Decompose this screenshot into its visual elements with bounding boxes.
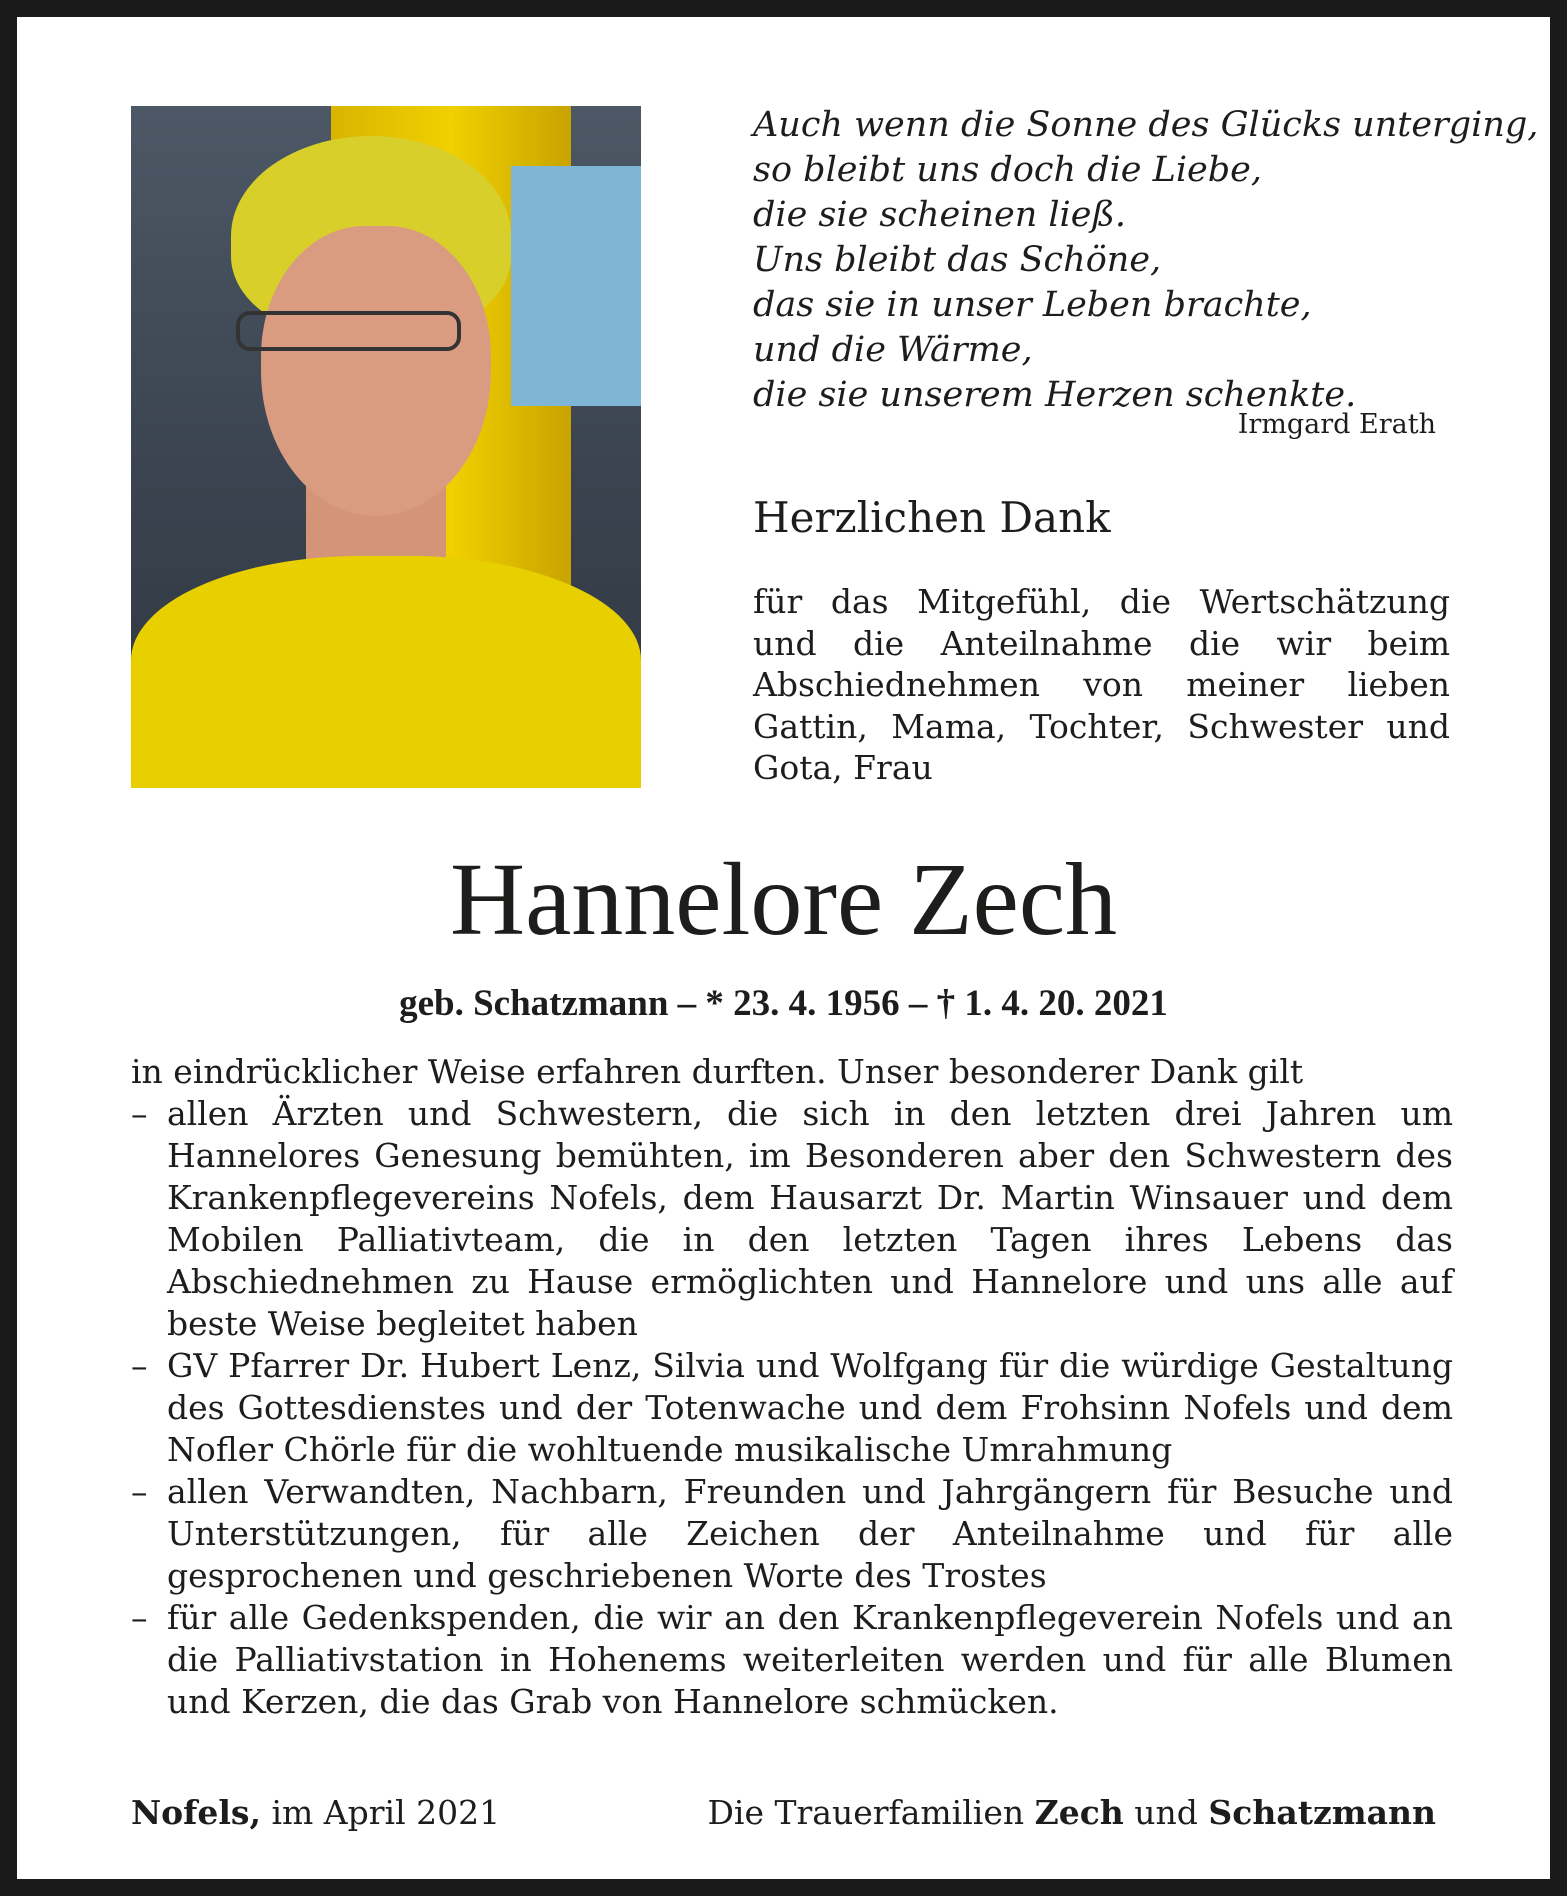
poem-author: Irmgard Erath: [1237, 409, 1436, 440]
poem: Auch wenn die Sonne des Glücks unterging, so bleibt uns doch die Liebe, die sie scheinen ließ. Uns bleibt das Schöne, das sie in unser Leben brachte, und die Wärme, die sie unserem Herzen schenkte.: [753, 105, 1539, 415]
thanks-body: [131, 1051, 1453, 1723]
place-date: Nofels, im April 2021: [131, 1793, 501, 1832]
list-item: – allen Ärzten und Schwestern, die sich in den letzten drei Jahren um Hannelores Genesung bemühten, im Besonderen aber den Schwestern des Krankenpflegevereins Nofels, dem Hausarzt Dr. Martin Winsauer und dem Mobilen Palliativteam, die in den letzten Tagen ihres Lebens das Abschiednehmen zu Hause ermöglichten und Hannelore und uns alle auf beste Weise begleitet haben: [131, 1094, 1453, 1343]
portrait-photo: [131, 106, 641, 788]
thanks-list: [131, 1093, 1453, 1723]
thanks-heading: Herzlichen Dank: [753, 493, 1111, 542]
lead-sentence: in eindrücklicher Weise erfahren durften. Unser besonderer Dank gilt: [131, 1052, 1304, 1091]
birth-death-dates: geb. Schatzmann – * 23. 4. 1956 – † 1. 4. 20. 2021: [399, 983, 1168, 1024]
signature-families: Die Trauerfamilien Zech und Schatzmann: [707, 1793, 1436, 1832]
list-item: – allen Verwandten, Nachbarn, Freunden und Jahrgängern für Besuche und Unterstützungen, für alle Zeichen der Anteilnahme und für alle gesprochenen und geschriebenen Worte des Trostes: [131, 1472, 1453, 1595]
intro-paragraph: für das Mitgefühl, die Wertschätzung und die Anteilnahme die wir beim Abschiednehmen von meiner lieben Gattin, Mama, Tochter, Schwester und Gota, Frau: [753, 582, 1450, 787]
obituary-page: [17, 17, 1550, 1879]
deceased-name: Hannelore Zech: [450, 842, 1117, 957]
list-item: – für alle Gedenkspenden, die wir an den Krankenpflegeverein Nofels und an die Palliativstation in Hohenems weiterleiten werden und für alle Blumen und Kerzen, die das Grab von Hannelore schmücken.: [131, 1598, 1453, 1721]
list-item: – GV Pfarrer Dr. Hubert Lenz, Silvia und Wolfgang für die würdige Gestaltung des Gottesdienstes und der Totenwache und dem Frohsinn Nofels und dem Nofler Chörle für die wohltuende musikalische Umrahmung: [131, 1346, 1453, 1469]
